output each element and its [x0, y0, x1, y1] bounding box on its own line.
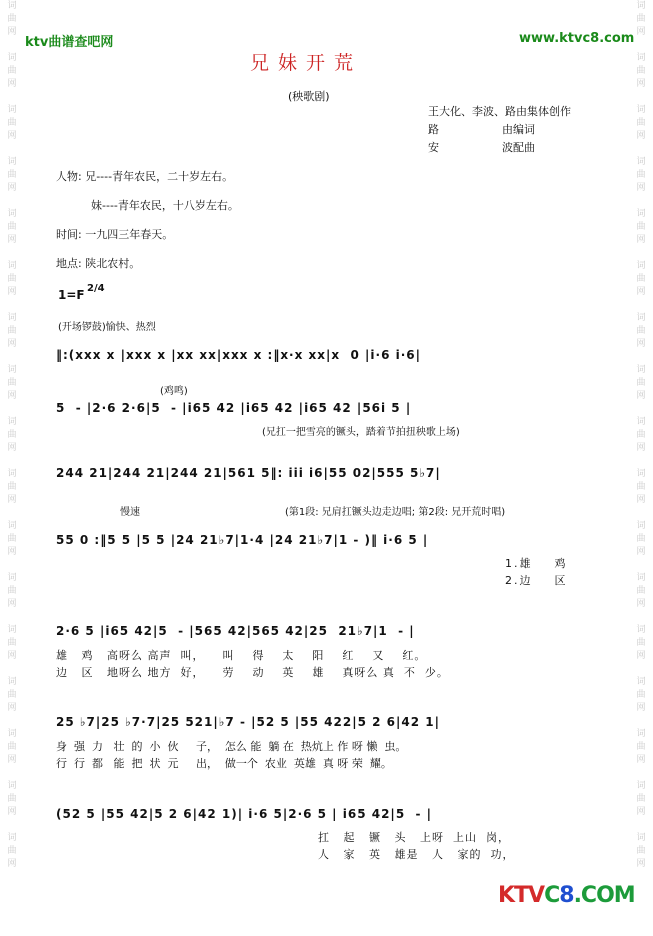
site-name[interactable]: ktv曲谱查吧网: [25, 35, 114, 50]
lyric-7-verse-2: 人 家 英 雄是 人 家的 功，: [318, 848, 515, 861]
logo-part-com: .COM: [573, 883, 635, 908]
song-genre: (秧歌剧): [288, 90, 330, 103]
characters-line-1: 人物: 兄----青年农民，二十岁左右。: [56, 170, 234, 183]
score-line-6: 25 ♭7|25 ♭7·7|25 521|♭7 - |52 5 |55 422|5 2 6|42 1|: [56, 715, 440, 729]
logo-part-8: 8: [559, 883, 574, 908]
score-line-1: ‖:(xxx x |xxx x |xx xx|xxx x :‖x·x xx|x 0 |i·6 i·6|: [56, 348, 422, 362]
logo-part-c: C: [544, 883, 560, 908]
score-line-7: (52 5 |55 42|5 2 6|42 1)| i·6 5|2·6 5 | i65 42|5 - |: [56, 807, 433, 821]
score-line-3: 244 21|244 21|244 21|561 5‖: iii i6|55 02|555 5♭7|: [56, 466, 441, 480]
time-signature: 2/4: [87, 283, 105, 294]
lyric-5-verse-2: 边 区 地呀么 地方 好， 劳 动 英 雄 真呀么 真 不 少。: [56, 666, 449, 679]
lyric-5-verse-1: 雄 鸡 高呀么 高声 叫， 叫 得 太 阳 红 又 红。: [56, 649, 427, 662]
place-line: 地点: 陕北农村。: [56, 257, 141, 270]
score-line-4: 55 0 :‖5 5 |5 5 |24 21♭7|1·4 |24 21♭7|1 - )‖ i·6 5 |: [56, 533, 429, 547]
credit-line-3: 安 波配曲: [428, 141, 535, 154]
lyric-4-verse-1: 1.雄 鸡: [505, 557, 568, 570]
lyric-4-verse-2: 2.边 区: [505, 574, 568, 587]
stage-cue-2: (第1段: 兄肩扛镢头边走边唱; 第2段: 兄开荒时唱): [285, 507, 506, 518]
score-line-5: 2·6 5 |i65 42|5 - |565 42|565 42|25 21♭7|1 - |: [56, 624, 415, 638]
lyric-6-verse-2: 行 行 都 能 把 状 元 出， 做一个 农业 英雄 真 呀 荣 耀。: [56, 757, 392, 770]
site-url[interactable]: www.ktvc8.com: [519, 31, 635, 46]
lyric-6-verse-1: 身 强 力 壮 的 小 伙 子， 怎么 能 躺 在 热炕上 作 呀 懒 虫。: [56, 740, 407, 753]
logo-part-ktv: KTV: [498, 883, 545, 908]
time-line: 时间: 一九四三年春天。: [56, 228, 174, 241]
score-line-2: 5 - |2·6 2·6|5 - |i65 42 |i65 42 |i65 42 |56i 5 |: [56, 401, 412, 415]
stage-cue-1: (兄扛一把雪亮的镢头，踏着节拍扭秧歌上场): [262, 427, 460, 438]
credit-line-1: 王大化、李波、路由集体创作: [428, 105, 571, 118]
watermark-left: 词 曲 网 词 曲 网 词 曲 网 词 曲 网 词 曲 网 词 曲 网 词 曲 网 词 曲 网 词 曲 网 词 曲 网 词 曲 网 词 曲 网 词 曲 网 词 曲 网 词 曲 网 词 曲 网 词 曲 网: [7, 1, 17, 869]
tempo-slow: 慢速: [120, 507, 140, 518]
site-logo[interactable]: [498, 883, 635, 908]
watermark-right: 词 曲 网 词 曲 网 词 曲 网 词 曲 网 词 曲 网 词 曲 网 词 曲 网 词 曲 网 词 曲 网 词 曲 网 词 曲 网 词 曲 网 词 曲 网 词 曲 网 词 曲 网 词 曲 网 词 曲 网: [636, 1, 646, 869]
song-title: 兄妹开荒: [250, 52, 363, 74]
characters-line-2: 妹----青年农民，十八岁左右。: [91, 199, 239, 212]
tempo-marking: (开场锣鼓)愉快、热烈: [58, 322, 156, 333]
key-signature: 1=F: [58, 288, 85, 302]
lyric-7-verse-1: 扛 起 镢 头 上呀 上山 岗，: [318, 831, 510, 844]
credit-line-2: 路 由编词: [428, 123, 535, 136]
rooster-note: (鸡鸣): [160, 386, 188, 397]
